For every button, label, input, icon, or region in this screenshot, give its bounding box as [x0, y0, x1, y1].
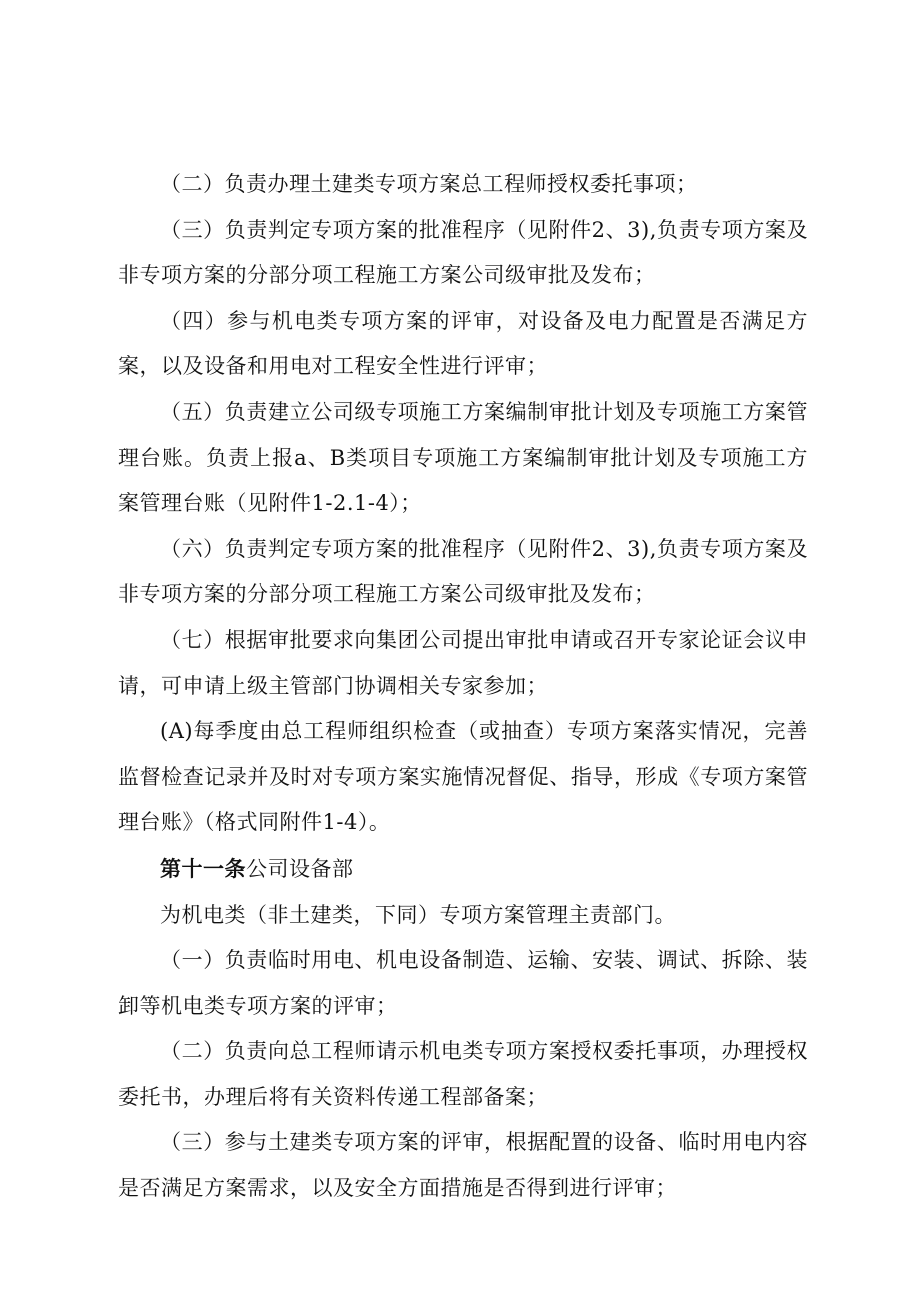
article-number: 第十一条	[160, 855, 246, 881]
paragraph-item-2: （二）负责办理土建类专项方案总工程师授权委托事项；	[160, 172, 698, 196]
article-intro: 为机电类（非土建类，下同）专项方案管理主责部门。	[160, 902, 676, 927]
document-body	[118, 162, 808, 1212]
paragraph-item-6: （六）负责判定专项方案的批准程序（见附件2、3),负责专项方案及非专项方案的分部分项工程施工方案公司级审批及发布；	[118, 536, 808, 607]
paragraph-item-a: (A)每季度由总工程师组织检查（或抽查）专项方案落实情况，完善监督检查记录并及时对专项方案实施情况督促、指导，形成《专项方案管理台账》（格式同附件1-4）。	[118, 719, 808, 835]
article-heading	[118, 846, 808, 893]
equipment-item-1: （一）负责临时用电、机电设备制造、运输、安装、调试、拆除、装卸等机电类专项方案的评审；	[118, 948, 808, 1018]
paragraph-item-5: （五）负责建立公司级专项施工方案编制审批计划及专项施工方案管理台账。负责上报a、B类项目专项施工方案编制审批计划及专项施工方案管理台账（见附件1-2.1-4）；	[118, 399, 808, 516]
article-title: 公司设备部	[246, 856, 354, 881]
paragraph-item-3: （三）负责判定专项方案的批准程序（见附件2、3),负责专项方案及非专项方案的分部分项工程施工方案公司级审批及发布；	[118, 217, 808, 288]
equipment-item-3: （三）参与土建类专项方案的评审，根据配置的设备、临时用电内容是否满足方案需求，以及安全方面措施是否得到进行评审；	[118, 1130, 808, 1201]
paragraph-item-4: （四）参与机电类专项方案的评审，对设备及电力配置是否满足方案，以及设备和用电对工程安全性进行评审；	[118, 308, 808, 379]
paragraph-item-7: （七）根据审批要求向集团公司提出审批申请或召开专家论证会议申请，可申请上级主管部门协调相关专家参加；	[118, 627, 808, 698]
equipment-item-2: （二）负责向总工程师请示机电类专项方案授权委托事项，办理授权委托书，办理后将有关资料传递工程部备案；	[118, 1039, 808, 1109]
